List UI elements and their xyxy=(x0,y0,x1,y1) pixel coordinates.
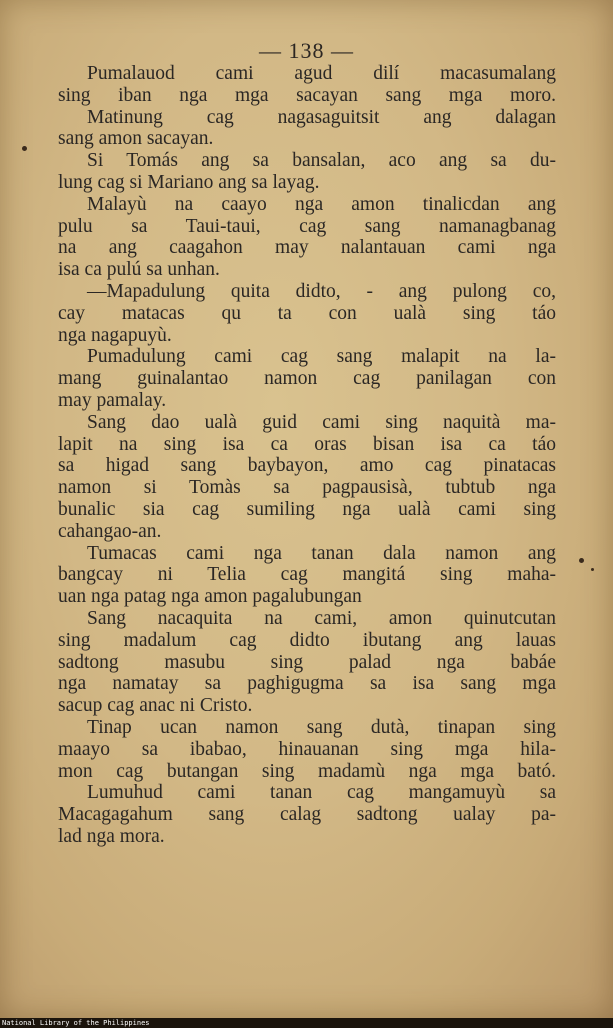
text-line: uan nga patag nga amon pagalubungan xyxy=(58,586,362,608)
text-line: Malayù na caayo nga amon tinalicdan ang xyxy=(87,193,556,215)
text-line: bunalic sia cag sumiling nga ualà cami sing xyxy=(58,498,556,520)
text-line: Matinung cag nagasaguitsit ang dalagan xyxy=(87,106,556,128)
text-line: Sang dao ualà guid cami sing naquità ma- xyxy=(87,411,556,433)
text-line: pulu sa Taui-taui, cag sang namanagbanag xyxy=(58,215,556,237)
text-line: mon cag butangan sing madamù nga mga bató. xyxy=(58,760,556,782)
text-line: sing madalum cag didto ibutang ang lauas xyxy=(58,629,556,651)
text-line: nga namatay sa paghigugma sa isa sang mga xyxy=(58,673,556,695)
text-line: cahangao-an. xyxy=(58,520,162,542)
text-line: sing iban nga mga sacayan sang mga moro. xyxy=(58,84,556,106)
text-line: Tumacas cami nga tanan dala namon ang xyxy=(87,542,556,564)
text-line: —Mapadulung quita didto, - ang pulong co, xyxy=(87,280,556,302)
page-body-text xyxy=(58,63,556,848)
text-line: may pamalay. xyxy=(58,389,167,411)
text-line: cay matacas qu ta con ualà sing táo xyxy=(58,302,556,324)
text-line: nga nagapuyù. xyxy=(58,324,172,346)
text-line: lung cag si Mariano ang sa layag. xyxy=(58,171,320,193)
ink-speck xyxy=(579,558,584,563)
text-line: sang amon sacayan. xyxy=(58,128,214,150)
text-line: sadtong masubu sing palad nga babáe xyxy=(58,651,556,673)
text-line: Lumuhud cami tanan cag mangamuyù sa xyxy=(87,782,556,804)
text-line: lad nga mora. xyxy=(58,825,165,847)
ink-speck xyxy=(591,568,594,571)
text-line: sa higad sang baybayon, amo cag pinatacas xyxy=(58,455,556,477)
text-line: maayo sa ibabao, hinauanan sing mga hila- xyxy=(58,738,556,760)
text-line: Tinap ucan namon sang dutà, tinapan sing xyxy=(87,716,556,738)
text-line: Si Tomás ang sa bansalan, aco ang sa du- xyxy=(87,150,556,172)
text-line: na ang caagahon may nalantauan cami nga xyxy=(58,237,556,259)
text-line: sacup cag anac ni Cristo. xyxy=(58,695,253,717)
text-line: Macagagahum sang calag sadtong ualay pa- xyxy=(58,804,556,826)
library-credit: National Library of the Philippines xyxy=(2,1019,150,1027)
text-line: Sang nacaquita na cami, amon quinutcutan xyxy=(87,607,556,629)
text-line: lapit na sing isa ca oras bisan isa ca táo xyxy=(58,433,556,455)
text-line: isa ca pulú sa unhan. xyxy=(58,259,220,281)
ink-speck xyxy=(22,146,27,151)
text-line: mang guinalantao namon cag panilagan con xyxy=(58,368,556,390)
page-number: — 138 — xyxy=(259,38,354,63)
text-line: namon si Tomàs sa pagpausisà, tubtub nga xyxy=(58,477,556,499)
text-line: bangcay ni Telia cag mangitá sing maha- xyxy=(58,564,556,586)
text-line: Pumalauod cami agud dilí macasumalang xyxy=(87,63,556,84)
text-line: Pumadulung cami cag sang malapit na la- xyxy=(87,346,556,368)
